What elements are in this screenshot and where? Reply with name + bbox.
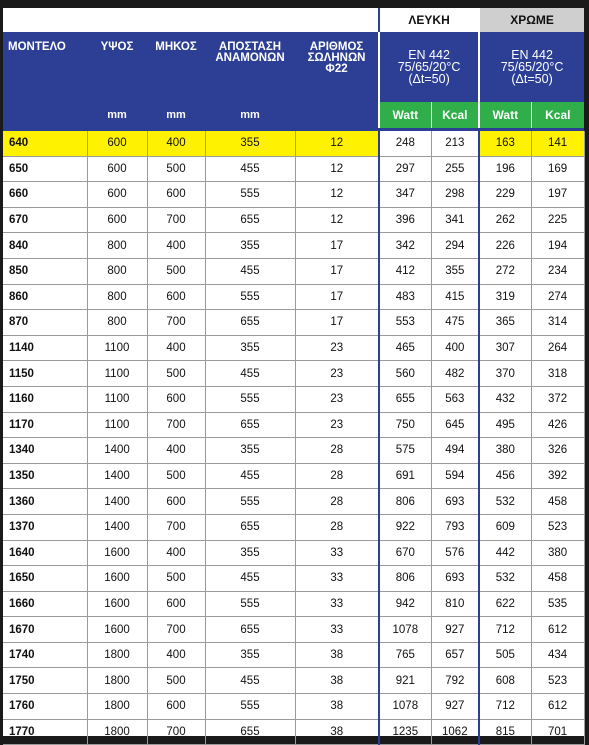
cell-c-kcal: 326 bbox=[531, 438, 584, 464]
cell-w-kcal: 213 bbox=[431, 131, 479, 156]
header-length: ΜΗΚΟΣ bbox=[147, 32, 205, 102]
cell-w-watt: 691 bbox=[379, 463, 431, 489]
cell-tubes: 12 bbox=[295, 207, 379, 233]
cell-w-kcal: 927 bbox=[431, 617, 479, 643]
cell-tubes: 33 bbox=[295, 591, 379, 617]
unit-white-watt: Watt bbox=[379, 102, 431, 128]
group-header-row bbox=[3, 8, 584, 32]
header-en-chrome-line2: 75/65/20°C bbox=[500, 60, 564, 74]
cell-c-kcal: 380 bbox=[531, 540, 584, 566]
table-row bbox=[3, 463, 584, 489]
cell-length: 500 bbox=[147, 566, 205, 592]
cell-model: 1650 bbox=[3, 566, 87, 592]
header-distance-line2: ΑΝΑΜΟΝΩΝ bbox=[215, 52, 285, 64]
cell-c-watt: 432 bbox=[479, 386, 531, 412]
cell-length: 600 bbox=[147, 694, 205, 720]
cell-w-kcal: 341 bbox=[431, 207, 479, 233]
cell-length: 600 bbox=[147, 182, 205, 208]
cell-c-watt: 532 bbox=[479, 566, 531, 592]
cell-w-kcal: 475 bbox=[431, 310, 479, 336]
table-row bbox=[3, 694, 584, 720]
cell-c-watt: 370 bbox=[479, 361, 531, 387]
unit-distance: mm bbox=[205, 102, 295, 128]
cell-height: 1600 bbox=[87, 617, 147, 643]
radiator-spec-sheet bbox=[3, 8, 584, 736]
cell-c-kcal: 169 bbox=[531, 156, 584, 182]
cell-tubes: 33 bbox=[295, 617, 379, 643]
table-row bbox=[3, 412, 584, 438]
cell-distance: 655 bbox=[205, 412, 295, 438]
cell-w-watt: 942 bbox=[379, 591, 431, 617]
cell-w-kcal: 693 bbox=[431, 489, 479, 515]
cell-distance: 355 bbox=[205, 438, 295, 464]
unit-white-kcal: Kcal bbox=[431, 102, 479, 128]
cell-tubes: 17 bbox=[295, 258, 379, 284]
table-row bbox=[3, 514, 584, 540]
cell-w-watt: 347 bbox=[379, 182, 431, 208]
cell-length: 400 bbox=[147, 438, 205, 464]
cell-w-watt: 1078 bbox=[379, 617, 431, 643]
cell-w-kcal: 793 bbox=[431, 514, 479, 540]
cell-height: 800 bbox=[87, 258, 147, 284]
table-row bbox=[3, 258, 584, 284]
header-en-chrome-line1: EN 442 bbox=[511, 48, 553, 62]
cell-tubes: 12 bbox=[295, 131, 379, 156]
cell-height: 1600 bbox=[87, 591, 147, 617]
table-row bbox=[3, 438, 584, 464]
cell-c-watt: 229 bbox=[479, 182, 531, 208]
table-row bbox=[3, 131, 584, 156]
cell-tubes: 38 bbox=[295, 719, 379, 745]
cell-height: 600 bbox=[87, 207, 147, 233]
cell-w-kcal: 482 bbox=[431, 361, 479, 387]
cell-height: 1600 bbox=[87, 566, 147, 592]
cell-height: 800 bbox=[87, 233, 147, 259]
cell-height: 600 bbox=[87, 182, 147, 208]
cell-tubes: 23 bbox=[295, 361, 379, 387]
cell-height: 1400 bbox=[87, 438, 147, 464]
cell-w-kcal: 494 bbox=[431, 438, 479, 464]
header-en-chrome bbox=[479, 32, 584, 102]
cell-height: 1400 bbox=[87, 463, 147, 489]
cell-w-watt: 575 bbox=[379, 438, 431, 464]
cell-c-watt: 712 bbox=[479, 617, 531, 643]
cell-distance: 355 bbox=[205, 233, 295, 259]
table-row bbox=[3, 591, 584, 617]
cell-w-watt: 560 bbox=[379, 361, 431, 387]
header-tubes-line3: Φ22 bbox=[325, 63, 348, 75]
cell-tubes: 17 bbox=[295, 233, 379, 259]
cell-distance: 355 bbox=[205, 540, 295, 566]
cell-c-kcal: 392 bbox=[531, 463, 584, 489]
cell-w-kcal: 645 bbox=[431, 412, 479, 438]
cell-distance: 555 bbox=[205, 489, 295, 515]
unit-chrome-watt: Watt bbox=[479, 102, 531, 128]
cell-length: 500 bbox=[147, 668, 205, 694]
cell-w-kcal: 1062 bbox=[431, 719, 479, 745]
cell-length: 400 bbox=[147, 642, 205, 668]
units-row bbox=[3, 102, 584, 128]
cell-model: 1660 bbox=[3, 591, 87, 617]
cell-distance: 555 bbox=[205, 386, 295, 412]
cell-distance: 455 bbox=[205, 566, 295, 592]
cell-length: 500 bbox=[147, 361, 205, 387]
cell-w-watt: 921 bbox=[379, 668, 431, 694]
cell-height: 1800 bbox=[87, 719, 147, 745]
table-row bbox=[3, 361, 584, 387]
cell-height: 1400 bbox=[87, 489, 147, 515]
cell-w-kcal: 576 bbox=[431, 540, 479, 566]
cell-tubes: 23 bbox=[295, 412, 379, 438]
spec-table bbox=[3, 8, 585, 745]
cell-tubes: 38 bbox=[295, 668, 379, 694]
cell-w-kcal: 594 bbox=[431, 463, 479, 489]
cell-distance: 455 bbox=[205, 258, 295, 284]
cell-c-kcal: 458 bbox=[531, 489, 584, 515]
cell-w-kcal: 693 bbox=[431, 566, 479, 592]
table-row bbox=[3, 489, 584, 515]
header-distance bbox=[205, 32, 295, 102]
cell-model: 660 bbox=[3, 182, 87, 208]
cell-tubes: 28 bbox=[295, 463, 379, 489]
cell-w-kcal: 927 bbox=[431, 694, 479, 720]
cell-c-watt: 532 bbox=[479, 489, 531, 515]
cell-length: 700 bbox=[147, 617, 205, 643]
cell-w-watt: 1078 bbox=[379, 694, 431, 720]
table-row bbox=[3, 156, 584, 182]
cell-model: 670 bbox=[3, 207, 87, 233]
cell-model: 860 bbox=[3, 284, 87, 310]
cell-height: 800 bbox=[87, 284, 147, 310]
cell-model: 650 bbox=[3, 156, 87, 182]
cell-distance: 655 bbox=[205, 719, 295, 745]
cell-w-kcal: 415 bbox=[431, 284, 479, 310]
cell-height: 1100 bbox=[87, 361, 147, 387]
cell-w-kcal: 355 bbox=[431, 258, 479, 284]
cell-height: 600 bbox=[87, 131, 147, 156]
cell-tubes: 33 bbox=[295, 540, 379, 566]
cell-distance: 355 bbox=[205, 131, 295, 156]
cell-model: 1760 bbox=[3, 694, 87, 720]
cell-c-watt: 307 bbox=[479, 335, 531, 361]
cell-distance: 555 bbox=[205, 182, 295, 208]
cell-tubes: 33 bbox=[295, 566, 379, 592]
cell-model: 1750 bbox=[3, 668, 87, 694]
cell-model: 1340 bbox=[3, 438, 87, 464]
cell-c-watt: 495 bbox=[479, 412, 531, 438]
header-tubes-line2: ΣΩΛΗΝΩΝ bbox=[307, 52, 366, 64]
cell-c-kcal: 523 bbox=[531, 668, 584, 694]
cell-w-kcal: 298 bbox=[431, 182, 479, 208]
cell-w-watt: 670 bbox=[379, 540, 431, 566]
cell-height: 1800 bbox=[87, 668, 147, 694]
cell-c-kcal: 434 bbox=[531, 642, 584, 668]
cell-length: 600 bbox=[147, 591, 205, 617]
cell-c-kcal: 194 bbox=[531, 233, 584, 259]
cell-c-kcal: 274 bbox=[531, 284, 584, 310]
cell-tubes: 28 bbox=[295, 438, 379, 464]
cell-c-watt: 163 bbox=[479, 131, 531, 156]
cell-model: 870 bbox=[3, 310, 87, 336]
cell-distance: 655 bbox=[205, 514, 295, 540]
cell-distance: 355 bbox=[205, 335, 295, 361]
cell-length: 500 bbox=[147, 463, 205, 489]
cell-w-watt: 248 bbox=[379, 131, 431, 156]
cell-c-watt: 608 bbox=[479, 668, 531, 694]
cell-tubes: 17 bbox=[295, 284, 379, 310]
cell-c-watt: 196 bbox=[479, 156, 531, 182]
cell-w-kcal: 563 bbox=[431, 386, 479, 412]
cell-w-kcal: 255 bbox=[431, 156, 479, 182]
cell-tubes: 12 bbox=[295, 156, 379, 182]
cell-distance: 455 bbox=[205, 463, 295, 489]
header-en-white bbox=[379, 32, 479, 102]
cell-c-kcal: 458 bbox=[531, 566, 584, 592]
table-row bbox=[3, 566, 584, 592]
cell-c-watt: 226 bbox=[479, 233, 531, 259]
cell-w-watt: 553 bbox=[379, 310, 431, 336]
cell-w-watt: 396 bbox=[379, 207, 431, 233]
cell-model: 1350 bbox=[3, 463, 87, 489]
cell-w-kcal: 657 bbox=[431, 642, 479, 668]
cell-model: 1670 bbox=[3, 617, 87, 643]
cell-w-watt: 806 bbox=[379, 489, 431, 515]
cell-model: 640 bbox=[3, 131, 87, 156]
cell-distance: 655 bbox=[205, 617, 295, 643]
column-header-row bbox=[3, 32, 584, 102]
table-row bbox=[3, 668, 584, 694]
cell-w-watt: 412 bbox=[379, 258, 431, 284]
cell-model: 1150 bbox=[3, 361, 87, 387]
cell-model: 850 bbox=[3, 258, 87, 284]
cell-c-kcal: 234 bbox=[531, 258, 584, 284]
cell-length: 500 bbox=[147, 258, 205, 284]
cell-c-watt: 609 bbox=[479, 514, 531, 540]
cell-tubes: 28 bbox=[295, 489, 379, 515]
cell-model: 1170 bbox=[3, 412, 87, 438]
group-white-label: ΛΕΥΚΗ bbox=[379, 8, 479, 32]
cell-length: 400 bbox=[147, 233, 205, 259]
cell-height: 1400 bbox=[87, 514, 147, 540]
cell-model: 1640 bbox=[3, 540, 87, 566]
cell-c-kcal: 523 bbox=[531, 514, 584, 540]
cell-distance: 555 bbox=[205, 694, 295, 720]
table-row bbox=[3, 335, 584, 361]
cell-length: 700 bbox=[147, 207, 205, 233]
unit-length: mm bbox=[147, 102, 205, 128]
unit-height: mm bbox=[87, 102, 147, 128]
cell-model: 1740 bbox=[3, 642, 87, 668]
cell-c-watt: 712 bbox=[479, 694, 531, 720]
cell-distance: 355 bbox=[205, 642, 295, 668]
cell-distance: 455 bbox=[205, 668, 295, 694]
cell-c-watt: 319 bbox=[479, 284, 531, 310]
cell-c-watt: 262 bbox=[479, 207, 531, 233]
cell-model: 1360 bbox=[3, 489, 87, 515]
cell-tubes: 38 bbox=[295, 694, 379, 720]
cell-distance: 555 bbox=[205, 284, 295, 310]
cell-c-kcal: 318 bbox=[531, 361, 584, 387]
cell-length: 600 bbox=[147, 489, 205, 515]
cell-distance: 655 bbox=[205, 207, 295, 233]
cell-tubes: 12 bbox=[295, 182, 379, 208]
table-row bbox=[3, 207, 584, 233]
cell-w-watt: 750 bbox=[379, 412, 431, 438]
table-row bbox=[3, 617, 584, 643]
cell-w-watt: 765 bbox=[379, 642, 431, 668]
cell-height: 1100 bbox=[87, 412, 147, 438]
group-chrome-label: ΧΡΩΜΕ bbox=[479, 8, 584, 32]
cell-length: 600 bbox=[147, 284, 205, 310]
cell-c-watt: 815 bbox=[479, 719, 531, 745]
cell-w-watt: 655 bbox=[379, 386, 431, 412]
cell-w-watt: 1235 bbox=[379, 719, 431, 745]
cell-c-watt: 442 bbox=[479, 540, 531, 566]
cell-distance: 455 bbox=[205, 156, 295, 182]
cell-c-kcal: 701 bbox=[531, 719, 584, 745]
unit-chrome-kcal: Kcal bbox=[531, 102, 584, 128]
table-row bbox=[3, 182, 584, 208]
cell-height: 1100 bbox=[87, 386, 147, 412]
cell-length: 700 bbox=[147, 514, 205, 540]
cell-model: 840 bbox=[3, 233, 87, 259]
cell-c-kcal: 535 bbox=[531, 591, 584, 617]
cell-height: 1100 bbox=[87, 335, 147, 361]
cell-length: 500 bbox=[147, 156, 205, 182]
cell-c-kcal: 612 bbox=[531, 694, 584, 720]
cell-model: 1370 bbox=[3, 514, 87, 540]
cell-height: 1800 bbox=[87, 694, 147, 720]
cell-c-watt: 456 bbox=[479, 463, 531, 489]
table-row bbox=[3, 284, 584, 310]
cell-length: 700 bbox=[147, 719, 205, 745]
header-en-white-line3: (Δt=50) bbox=[408, 72, 450, 86]
cell-c-kcal: 612 bbox=[531, 617, 584, 643]
cell-tubes: 38 bbox=[295, 642, 379, 668]
cell-c-kcal: 314 bbox=[531, 310, 584, 336]
cell-w-watt: 806 bbox=[379, 566, 431, 592]
cell-c-kcal: 197 bbox=[531, 182, 584, 208]
cell-c-kcal: 141 bbox=[531, 131, 584, 156]
header-model: ΜΟΝΤΕΛΟ bbox=[3, 32, 87, 128]
cell-model: 1140 bbox=[3, 335, 87, 361]
cell-w-watt: 297 bbox=[379, 156, 431, 182]
cell-w-kcal: 792 bbox=[431, 668, 479, 694]
table-row bbox=[3, 540, 584, 566]
cell-tubes: 23 bbox=[295, 335, 379, 361]
cell-height: 800 bbox=[87, 310, 147, 336]
cell-w-watt: 342 bbox=[379, 233, 431, 259]
header-distance-line1: ΑΠΟΣΤΑΣΗ bbox=[218, 41, 282, 53]
cell-length: 400 bbox=[147, 131, 205, 156]
cell-length: 600 bbox=[147, 386, 205, 412]
table-row bbox=[3, 386, 584, 412]
cell-distance: 455 bbox=[205, 361, 295, 387]
header-en-white-line1: EN 442 bbox=[408, 48, 450, 62]
cell-w-kcal: 810 bbox=[431, 591, 479, 617]
cell-length: 700 bbox=[147, 310, 205, 336]
table-row bbox=[3, 233, 584, 259]
cell-c-kcal: 264 bbox=[531, 335, 584, 361]
cell-c-kcal: 372 bbox=[531, 386, 584, 412]
table-row bbox=[3, 642, 584, 668]
cell-c-watt: 272 bbox=[479, 258, 531, 284]
header-height: ΥΨΟΣ bbox=[87, 32, 147, 102]
cell-distance: 655 bbox=[205, 310, 295, 336]
cell-c-kcal: 426 bbox=[531, 412, 584, 438]
cell-length: 400 bbox=[147, 335, 205, 361]
cell-w-watt: 483 bbox=[379, 284, 431, 310]
cell-height: 1800 bbox=[87, 642, 147, 668]
cell-w-kcal: 294 bbox=[431, 233, 479, 259]
cell-length: 700 bbox=[147, 412, 205, 438]
cell-tubes: 17 bbox=[295, 310, 379, 336]
cell-tubes: 28 bbox=[295, 514, 379, 540]
header-en-white-line2: 75/65/20°C bbox=[397, 60, 461, 74]
cell-distance: 555 bbox=[205, 591, 295, 617]
cell-w-watt: 465 bbox=[379, 335, 431, 361]
cell-tubes: 23 bbox=[295, 386, 379, 412]
cell-model: 1770 bbox=[3, 719, 87, 745]
cell-height: 600 bbox=[87, 156, 147, 182]
table-row bbox=[3, 719, 584, 745]
cell-w-watt: 922 bbox=[379, 514, 431, 540]
header-tubes bbox=[295, 32, 379, 128]
table-row bbox=[3, 310, 584, 336]
cell-c-watt: 622 bbox=[479, 591, 531, 617]
cell-c-watt: 380 bbox=[479, 438, 531, 464]
cell-height: 1600 bbox=[87, 540, 147, 566]
header-tubes-line1: ΑΡΙΘΜΟΣ bbox=[309, 41, 364, 53]
cell-w-kcal: 400 bbox=[431, 335, 479, 361]
header-en-chrome-line3: (Δt=50) bbox=[511, 72, 553, 86]
cell-c-watt: 365 bbox=[479, 310, 531, 336]
cell-c-watt: 505 bbox=[479, 642, 531, 668]
cell-model: 1160 bbox=[3, 386, 87, 412]
cell-length: 400 bbox=[147, 540, 205, 566]
cell-c-kcal: 225 bbox=[531, 207, 584, 233]
